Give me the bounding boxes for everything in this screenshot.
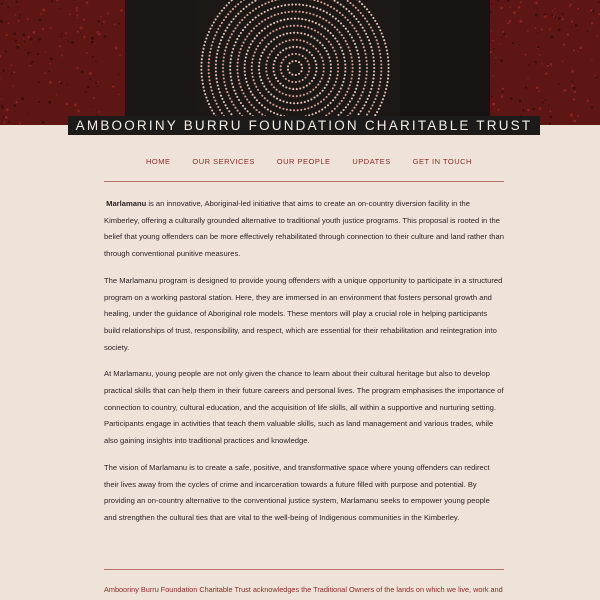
nav-our-services[interactable]: OUR SERVICES: [192, 156, 255, 166]
hero-banner: [0, 0, 600, 125]
paragraph-program: The Marlamanu program is designed to provide young offenders with a unique opportunity to participate in a structured program on a working pastoral station. Here, they are immersed in an environment that fosters personal growth and healing, under the guidance of Aboriginal role models. These mentors will play a crucial role in helping participants build relationships of trust, responsibility, and respect, which are essential for their rehabilitation and reintegration into society.: [104, 275, 503, 352]
divider-bottom: [104, 569, 504, 570]
paragraph-intro: [104, 196, 504, 263]
program-name: Marlamanu: [106, 199, 147, 208]
nav-home[interactable]: HOME: [146, 156, 171, 166]
paragraph-skills: At Marlamanu, young people are not only given the chance to learn about their cultural heritage but also to develop practical skills that can help them in their future careers and personal lives. The program emphasises the importance of connection to country, cultural education, and the acquisition of life skills, all within a supportive and nurturing setting. Participants engage in activities that teach them valuable skills, such as land management and various trades, while also gaining insights into traditional practices and knowledge.: [104, 369, 504, 446]
paragraph-text: is an innovative, Aboriginal-led initiative that aims to create an on-country diversion facility in the Kimberley, offering a culturally grounded alternative to traditional youth justice programs. This proposal is rooted in the belief that young offenders can be more effectively rehabilitated through connection to their culture and land rather than through conventional punitive measures.: [104, 199, 504, 259]
nav-our-people[interactable]: OUR PEOPLE: [276, 156, 331, 166]
acknowledgement-text: Ambooriny Burru Foundation Charitable Trust acknowledges the Traditional Owners of the lands on which we live, work and: [104, 585, 503, 594]
nav-updates[interactable]: UPDATES: [352, 156, 391, 166]
nav-get-in-touch[interactable]: GET IN TOUCH: [412, 156, 472, 166]
main-nav: [104, 153, 504, 169]
main-content: [104, 196, 504, 537]
divider-top: [104, 181, 504, 182]
paragraph-vision: The vision of Marlamanu is to create a safe, positive, and transformative space where young offenders can redirect their lives away from the cycles of crime and incarceration towards a future filled with purpose and potential. By providing an on-country alternative to the conventional justice system, Marlamanu seeks to empower young people and strengthen the cultural ties that are vital to the well-being of Indigenous communities in the Kimberley.: [104, 462, 490, 522]
dot-painting-image: [0, 0, 600, 125]
site-title: AMBOORINY BURRU FOUNDATION CHARITABLE TRUST: [68, 116, 540, 135]
